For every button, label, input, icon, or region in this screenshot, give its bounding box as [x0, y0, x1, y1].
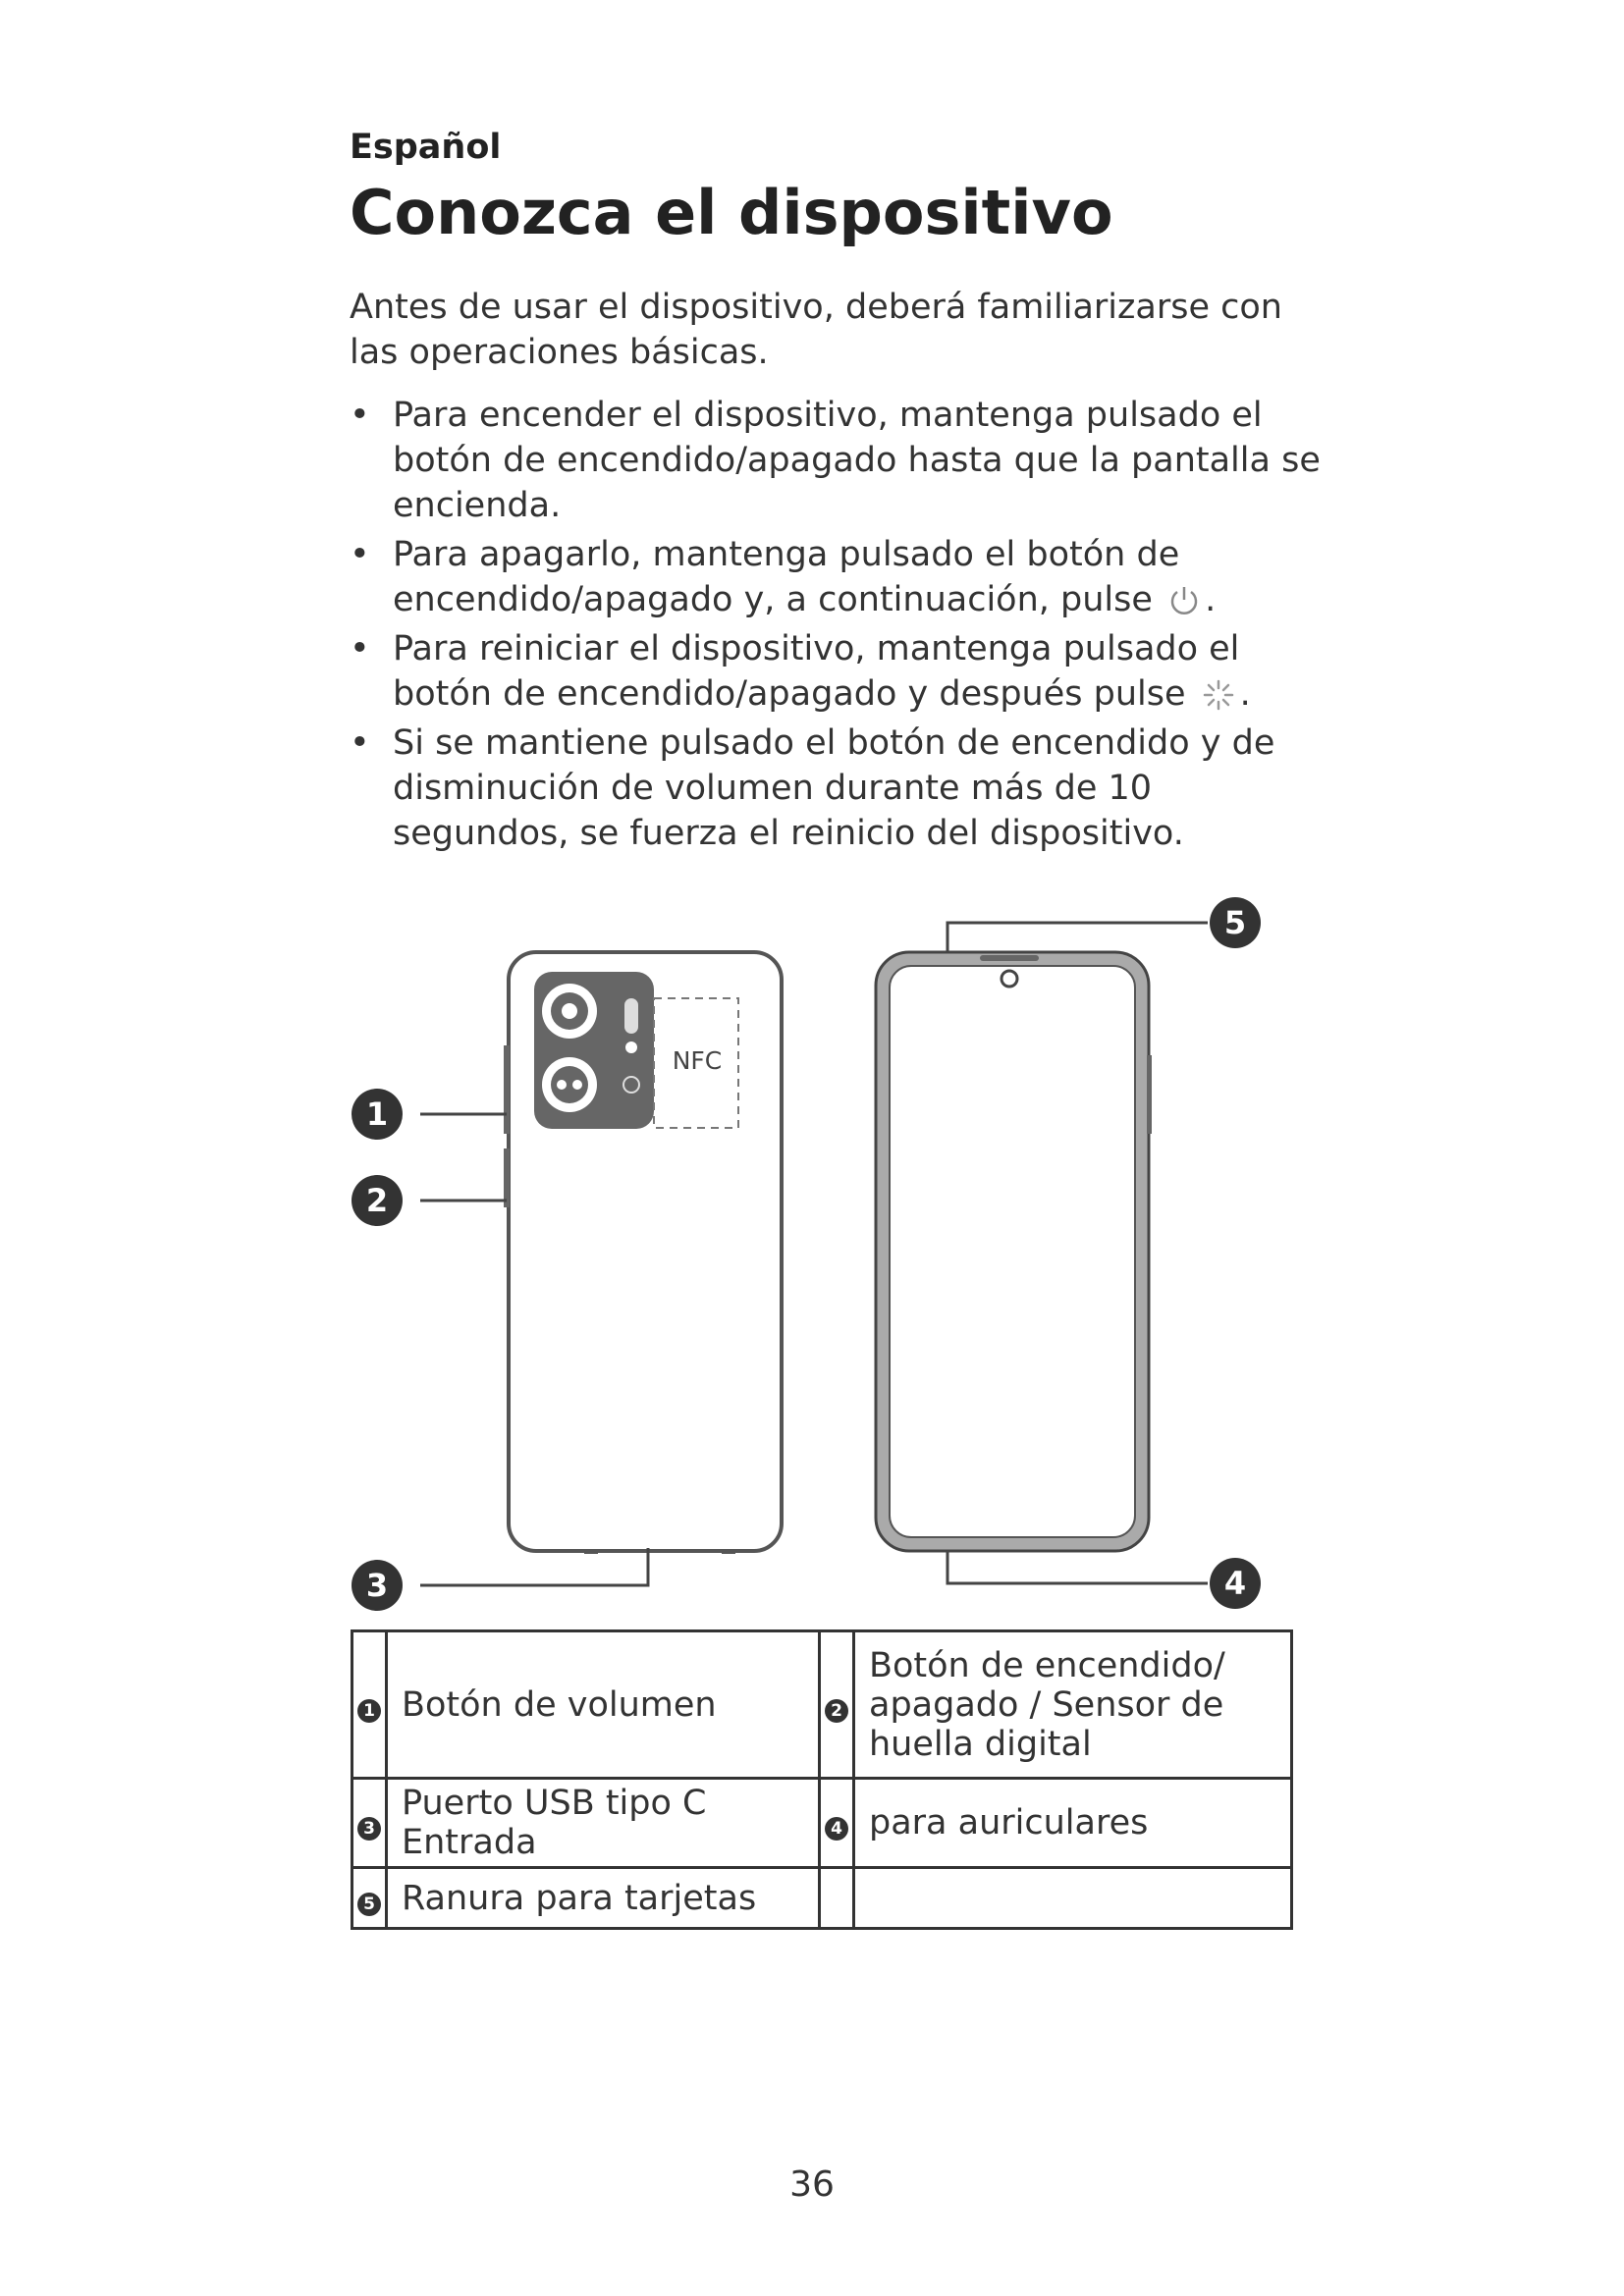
table-cell-number: 5 [352, 1868, 387, 1929]
svg-text:3: 3 [365, 1567, 389, 1604]
page-number: 36 [789, 2164, 835, 2205]
table-cell-label [854, 1868, 1292, 1929]
nfc-label: NFC [672, 1046, 723, 1075]
svg-text:2: 2 [365, 1182, 389, 1219]
page-title: Conozca el dispositivo [350, 177, 1113, 248]
list-item: • Para reiniciar el dispositivo, mantenga pulsado el botón de encendido/apagado y después pulse . [350, 629, 1251, 714]
table-cell-number [820, 1868, 854, 1929]
callout-1 [352, 1089, 403, 1140]
callout-5 [1210, 897, 1261, 948]
list-item: • Si se mantiene pulsado el botón de encendido y de disminución de volumen durante más de 10 segundos, se fuerza el reinicio del dispositivo. [350, 723, 1275, 853]
table-cell-label: Botón de encendido/ apagado / Sensor de huella digital [854, 1631, 1292, 1779]
table-row [352, 1868, 1292, 1929]
list-item: • Para apagarlo, mantenga pulsado el botón de encendido/apagado y, a continuación, pulse . [350, 535, 1217, 619]
device-diagram [334, 888, 1296, 1615]
table-cell-label: Puerto USB tipo C Entrada [387, 1779, 820, 1868]
restart-icon [1201, 677, 1236, 713]
table-row [352, 1631, 1292, 1779]
callout-2 [352, 1175, 403, 1226]
list-item-text: . [1239, 674, 1251, 714]
table-cell-label: Botón de volumen [387, 1631, 820, 1779]
table-cell-number: 2 [820, 1631, 854, 1779]
power-icon [1167, 584, 1201, 617]
phone-front-illustration [876, 952, 1152, 1551]
table-cell-number: 1 [352, 1631, 387, 1779]
table-row [352, 1779, 1292, 1868]
table-cell-label: Ranura para tarjetas [387, 1868, 820, 1929]
language-label: Español [350, 128, 502, 167]
list-item-text: Para encender el dispositivo, mantenga pulsado el botón de encendido/apagado hasta que la pantalla se encienda. [393, 396, 1321, 525]
callout-3 [352, 1560, 403, 1611]
list-item: • Para encender el dispositivo, mantenga pulsado el botón de encendido/apagado hasta que la pantalla se encienda. [350, 396, 1321, 525]
intro-paragraph: Antes de usar el dispositivo, deberá familiarizarse con las operaciones básicas. [350, 288, 1282, 372]
table-cell-number: 4 [820, 1779, 854, 1868]
table-cell-label: para auriculares [854, 1779, 1292, 1868]
callout-4 [1210, 1558, 1261, 1609]
table-cell-number: 3 [352, 1779, 387, 1868]
list-item-text: Para reiniciar el dispositivo, mantenga pulsado el botón de encendido/apagado y después pulse [393, 629, 1240, 714]
parts-legend-table [351, 1629, 1293, 1930]
instructions-list [350, 393, 1331, 860]
svg-text:5: 5 [1223, 904, 1247, 941]
list-item-text: . [1205, 580, 1217, 619]
phone-back-illustration [504, 952, 782, 1554]
list-item-text: Para apagarlo, mantenga pulsado el botón de encendido/apagado y, a continuación, pulse [393, 535, 1180, 619]
list-item-text: Si se mantiene pulsado el botón de encendido y de disminución de volumen durante más de 10 segundos, se fuerza el reinicio del dispositivo. [393, 723, 1275, 853]
svg-text:4: 4 [1223, 1565, 1247, 1602]
svg-text:1: 1 [365, 1095, 389, 1133]
